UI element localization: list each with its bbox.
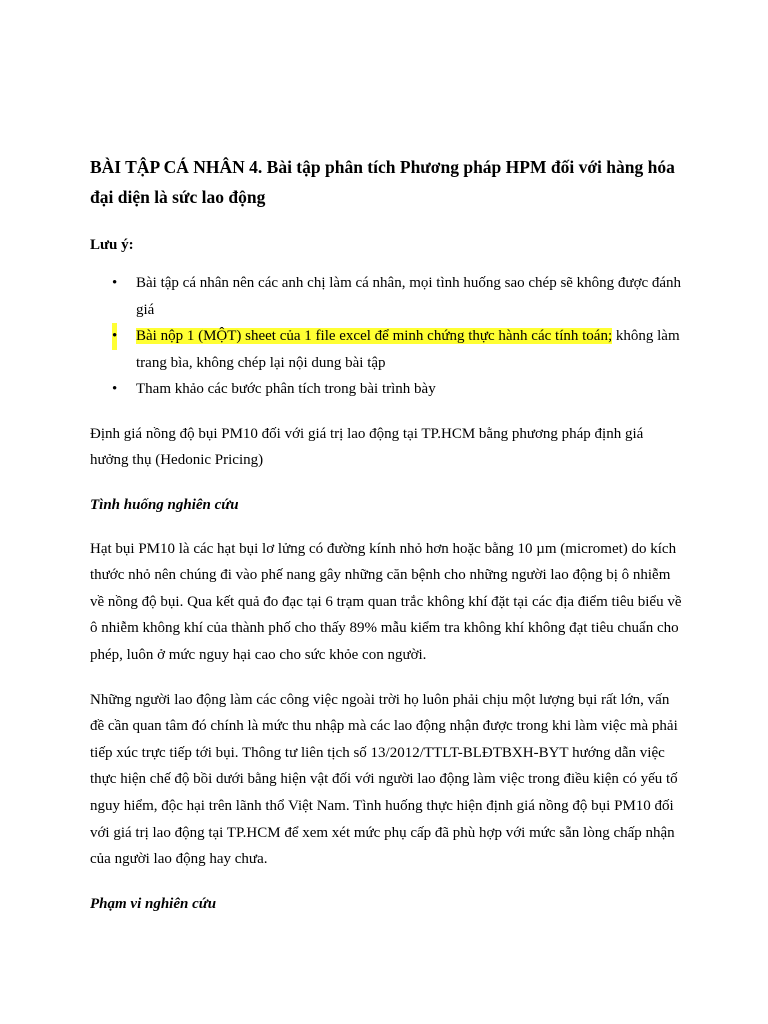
highlighted-text: Bài nộp 1 (MỘT) sheet của 1 file excel để minh chứng thực hành các tính toán; [136,328,613,344]
document-page [90,152,682,917]
note-item-text: không làm trang bìa, không chép lại nội dung bài tập [136,328,680,371]
note-label: Lưu ý: [90,237,134,253]
intro-paragraph: Định giá nồng độ bụi PM10 đối với giá trị lao động tại TP.HCM bằng phương pháp định giá hưởng thụ (Hedonic Pricing) [90,425,644,469]
bullet-icon: • [112,323,117,350]
bullet-icon: • [112,381,118,397]
case-study-paragraph-1: Hạt bụi PM10 là các hạt bụi lơ lửng có đường kính nhỏ hơn hoặc bằng 10 µm (micromet) do kích thước nhỏ nên chúng đi vào phế nang gây những căn bệnh cho những người lao động bị ô nhiễm về nồng độ bụi. Qua kết quả đo đạc tại 6 trạm quan trắc không khí đặt tại các địa điểm tiêu biểu về ô nhiễm không khí của thành phố cho thấy 89% mẫu kiểm tra không khí không đạt tiêu chuẩn cho phép, luôn ở mức nguy hại cao cho sức khỏe con người. [90,540,682,664]
note-item-2 [90,323,682,376]
note-list [90,270,682,403]
note-item-text: Tham khảo các bước phân tích trong bài trình bày [136,381,436,397]
section-heading-scope: Phạm vi nghiên cứu [90,895,217,912]
document-title: BÀI TẬP CÁ NHÂN 4. Bài tập phân tích Phương pháp HPM đối với hàng hóa đại diện là sức lao động [90,157,675,207]
case-study-paragraph-2: Những người lao động làm các công việc ngoài trời họ luôn phải chịu một lượng bụi rất lớn, vấn đề cần quan tâm đó chính là mức thu nhập mà các lao động nhận được trong khi làm việc mà phải tiếp xúc trực tiếp tới bụi. Thông tư liên tịch số 13/2012/TTLT-BLĐTBXH-BYT hướng dẫn việc thực hiện chế độ bồi dưới bằng hiện vật đối với người lao động làm việc trong điều kiện có yếu tố nguy hiểm, độc hại trên lãnh thổ Việt Nam. Tình huống thực hiện định giá nồng độ bụi PM10 đối với giá trị lao động tại TP.HCM để xem xét mức phụ cấp đã phù hợp với mức sẵn lòng chấp nhận của người lao động hay chưa. [90,691,678,868]
bullet-icon: • [112,275,118,291]
section-heading-case-study: Tình huống nghiên cứu [90,496,239,513]
note-item-3 [90,376,682,403]
note-item-1 [90,270,682,323]
note-item-text: Bài tập cá nhân nên các anh chị làm cá nhân, mọi tình huống sao chép sẽ không được đánh giá [136,275,682,318]
